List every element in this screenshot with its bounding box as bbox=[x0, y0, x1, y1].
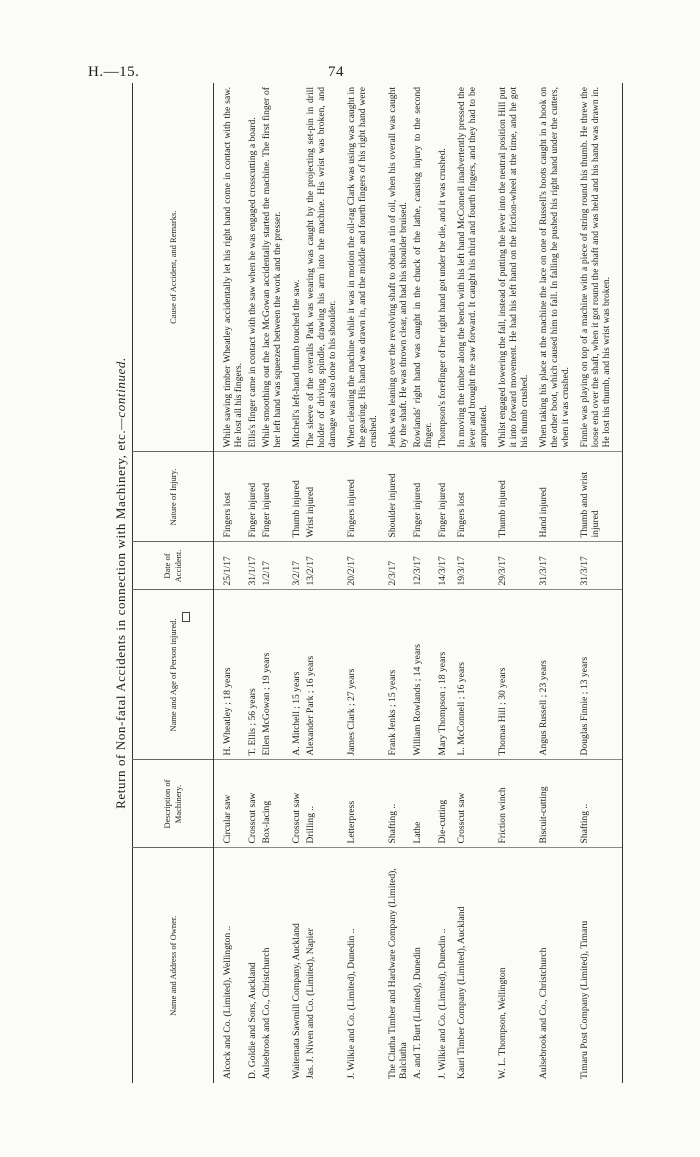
person-cell: Thomas Hill ; 30 years bbox=[492, 590, 533, 760]
page-number: 74 bbox=[328, 64, 344, 80]
owner-cell: Alcock and Co. (Limited), Wellington .. bbox=[214, 848, 248, 1083]
cause-cell: The sleeve of the overalls Park was wearing was caught by the projecting set-pin in drill holder of driving spindle, drawing his arm into the machine. His wrist was broken, and damage was also done to his shoulder. bbox=[305, 87, 338, 448]
machinery-cell: Drilling .. bbox=[305, 760, 341, 848]
date-cell: 25/1/17 bbox=[214, 542, 248, 590]
machinery-cell: Crosscut saw bbox=[247, 760, 261, 848]
rotated-table-page bbox=[110, 83, 612, 1083]
cause-cell: When taking his place at the machine the lace on one of Russell's boots caught in a hook on the other boot, which caused him to fall. In falling he pushed his right hand under the cutters, when it was crushed. bbox=[538, 87, 571, 448]
table-row bbox=[214, 83, 248, 1083]
cause-cell: Mitchell's left-hand thumb touched the saw. bbox=[291, 279, 302, 448]
person-cell: H. Wheatley ; 18 years bbox=[214, 590, 248, 760]
machinery-cell: Box-lacing bbox=[261, 760, 286, 848]
cause-cell: Thompson's forefinger of her right hand got under the die, and it was crushed. bbox=[437, 148, 448, 448]
table-row bbox=[286, 83, 305, 1083]
table-row bbox=[382, 83, 412, 1083]
date-cell: 20/2/17 bbox=[341, 542, 382, 590]
title-main: Return of Non-fatal Accidents in connection with Machinery, etc. bbox=[113, 429, 128, 809]
machinery-cell: Shafting .. bbox=[574, 760, 623, 848]
injury-cell: Thumb injured bbox=[286, 452, 305, 542]
table-row bbox=[305, 83, 341, 1083]
cause-cell: When cleaning the machine while it was in motion the oil-rag Clark was using was caught in the gearing. His hand was drawn in, and the middle and fourth fingers of his right hand were crushed. bbox=[346, 87, 379, 448]
injury-cell: Shoulder injured bbox=[382, 452, 412, 542]
injury-cell: Finger injured bbox=[412, 452, 437, 542]
owner-cell: W. L. Thompson, Wellington bbox=[492, 848, 533, 1083]
table-body bbox=[214, 83, 623, 1083]
machinery-cell: Circular saw bbox=[214, 760, 248, 848]
date-cell: 31/3/17 bbox=[574, 542, 623, 590]
table-row bbox=[492, 83, 533, 1083]
cause-cell: Whilst engaged lowering the fall, instead of putting the lever into the neutral position Hill put it into forward movement. He had his left hand on the friction-wheel at the time, and he got his thumb crushed. bbox=[497, 87, 530, 448]
header-row bbox=[133, 83, 214, 1083]
machinery-cell: Lathe bbox=[412, 760, 437, 848]
person-cell: Mary Thompson ; 18 years bbox=[437, 590, 451, 760]
owner-cell: D. Goldie and Sons, Auckland bbox=[247, 848, 261, 1083]
date-cell: 12/3/17 bbox=[412, 542, 437, 590]
cause-cell: While smoothing out the lace McGowan accidentally started the machine. The first finger of her left hand was squeezed between the work and the presser. bbox=[261, 87, 283, 448]
person-cell: Alexander Park ; 16 years bbox=[305, 590, 341, 760]
person-cell: James Clark ; 27 years bbox=[341, 590, 382, 760]
date-cell: 1/2/17 bbox=[261, 542, 286, 590]
owner-cell: The Clutha Timber and Hardware Company (Limited), Balclutha bbox=[382, 848, 412, 1083]
owner-cell: Kauri Timber Company (Limited), Auckland bbox=[451, 848, 492, 1083]
machinery-cell: Shafting .. bbox=[382, 760, 412, 848]
table-row bbox=[247, 83, 261, 1083]
owner-cell: Aulsebrook and Co., Christchurch bbox=[533, 848, 574, 1083]
table-row bbox=[574, 83, 623, 1083]
person-cell: A. Mitchell ; 15 years bbox=[286, 590, 305, 760]
owner-cell: Aulsebrook and Co., Christchurch bbox=[261, 848, 286, 1083]
date-cell: 31/1/17 bbox=[247, 542, 261, 590]
machinery-cell: Crosscut saw bbox=[286, 760, 305, 848]
col-date: Date of Accident. bbox=[133, 542, 214, 590]
cause-cell: Ellis's finger came in contact with the saw when he was engaged crosscutting a board. bbox=[247, 117, 258, 448]
machinery-cell: Biscuit-cutting bbox=[533, 760, 574, 848]
injury-cell: Hand injured bbox=[533, 452, 574, 542]
table-row bbox=[533, 83, 574, 1083]
date-cell: 29/3/17 bbox=[492, 542, 533, 590]
owner-cell: Timaru Post Company (Limited), Timaru bbox=[574, 848, 623, 1083]
table-row bbox=[412, 83, 437, 1083]
owner-cell: J. Wilkie and Co. (Limited), Dunedin .. bbox=[341, 848, 382, 1083]
injury-cell: Finger injured bbox=[437, 452, 451, 542]
date-cell: 3/2/17 bbox=[286, 542, 305, 590]
cause-cell: While sawing timber Wheatley accidentally let his right hand come in contact with the saw. He lost all his fingers. bbox=[222, 87, 244, 448]
person-cell: Frank Jenks ; 15 years bbox=[382, 590, 412, 760]
cause-cell: Finnie was playing on top of a machine with a piece of string round his thumb. He threw the loose end over the shaft, when it got round the shaft and was held and his hand was drawn in. He lost his thumb, and his wrist was broken. bbox=[574, 83, 623, 452]
injury-cell: Fingers injured bbox=[341, 452, 382, 542]
table-title bbox=[110, 83, 132, 1083]
machinery-cell: Die-cutting bbox=[437, 760, 451, 848]
injury-cell: Thumb and wrist injured bbox=[574, 452, 623, 542]
injury-cell: Thumb injured bbox=[492, 452, 533, 542]
col-cause: Cause of Accident, and Remarks. bbox=[133, 83, 214, 452]
col-machinery: Description of Machinery. bbox=[133, 760, 214, 848]
machinery-cell: Friction winch bbox=[492, 760, 533, 848]
date-cell: 13/2/17 bbox=[305, 542, 341, 590]
person-cell: T. Ellis ; 56 years bbox=[247, 590, 261, 760]
title-suffix: —continued. bbox=[113, 357, 128, 430]
machinery-cell: Crosscut saw bbox=[451, 760, 492, 848]
col-injury: Nature of Injury. bbox=[133, 452, 214, 542]
injury-cell: Wrist injured bbox=[305, 452, 341, 542]
injury-cell: Finger injured bbox=[247, 452, 261, 542]
table-row bbox=[437, 83, 451, 1083]
person-cell: L. McConnell ; 16 years bbox=[451, 590, 492, 760]
date-cell: 19/3/17 bbox=[451, 542, 492, 590]
date-cell: 2/3/17 bbox=[382, 542, 412, 590]
table-row bbox=[261, 83, 286, 1083]
injury-cell: Finger injured bbox=[261, 452, 286, 542]
person-cell: Ellen McGowan ; 19 years bbox=[261, 590, 286, 760]
owner-cell: A. and T. Burt (Limited), Dunedin bbox=[412, 848, 437, 1083]
table-row bbox=[451, 83, 492, 1083]
cause-cell: Rowlands' right hand was caught in the chuck of the lathe, causing injury to the second finger. bbox=[412, 87, 434, 448]
injury-cell: Fingers lost bbox=[451, 452, 492, 542]
person-cell: William Rowlands ; 14 years bbox=[412, 590, 437, 760]
cause-cell: Jenks was leaning over the revolving shaft to obtain a tin of oil, when his overall was caught by the shaft. He was thrown clear, and had his shoulder bruised. bbox=[387, 87, 409, 448]
injury-cell: Fingers lost bbox=[214, 452, 248, 542]
machinery-cell: Letterpress bbox=[341, 760, 382, 848]
date-cell: 31/3/17 bbox=[533, 542, 574, 590]
date-cell: 14/3/17 bbox=[437, 542, 451, 590]
table-row bbox=[341, 83, 382, 1083]
col-owner: Name and Address of Owner. bbox=[133, 848, 214, 1083]
owner-cell: Waitemata Sawmill Company, Auckland bbox=[286, 848, 305, 1083]
document-reference: H.—15. bbox=[88, 64, 140, 80]
accidents-table bbox=[132, 83, 623, 1083]
col-person: Name and Age of Person injured. bbox=[133, 590, 214, 760]
owner-cell: J. Wilkie and Co. (Limited), Dunedin .. bbox=[437, 848, 451, 1083]
owner-cell: Jas. J. Niven and Co. (Limited), Napier bbox=[305, 848, 341, 1083]
cause-cell: In moving the timber along the bench with his left hand McConnell inadvertently pressed the lever and brought the saw forward. It caught his third and fourth fingers, and they had to be amputated. bbox=[456, 87, 489, 448]
person-cell: Douglas Finnie ; 13 years bbox=[574, 590, 623, 760]
person-cell: Angus Russell ; 23 years bbox=[533, 590, 574, 760]
